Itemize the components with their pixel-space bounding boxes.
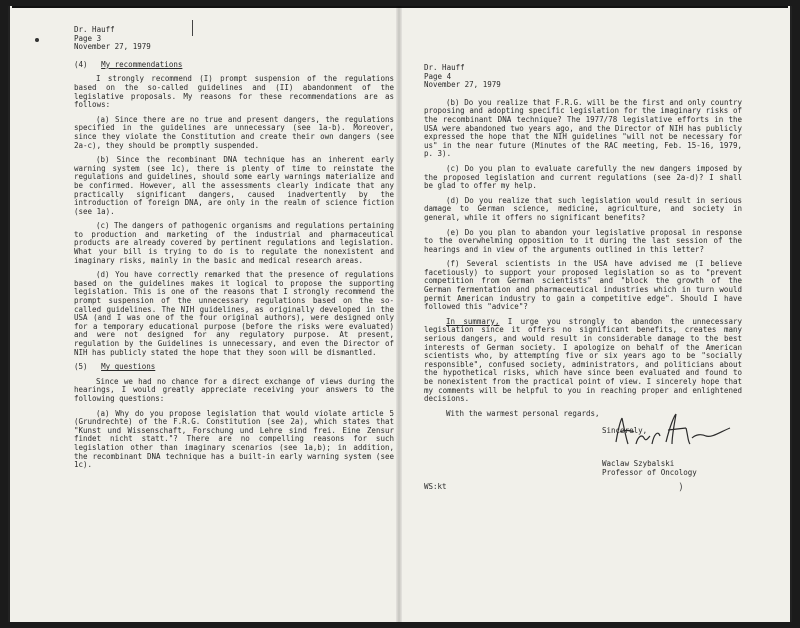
scan-border-right [790,6,792,622]
letter-date: November 27, 1979 [424,80,501,90]
section-4-number: (4) [74,59,88,69]
recommendation-a: (a) Since there are no true and present dangers, the regulations specified in the guidelines are unnecessary (see 1a-b). Moreover, since they violate the Constitution and create their own dangers (see 2a-c), they should be promptly suspended. [74,114,394,150]
sincerely: Sincerely, [602,426,648,436]
recipient: Dr. Hauff [424,63,465,72]
recommendation-d: (d) You have correctly remarked that the presence of regulations based on the guidelines makes it logical to propose the supporting legislation. This is one of the reasons that I strongly recommend the prompt suspension of the unnecessary regulations based on the so-called guidelines. The NIH guidelines, as originally developed in the USA (and I was one of the four original authors), were designed only for a temporary educational purpose (before the risks were evaluated) and were not designed for any regulatory purpose. At present, regulation by the Guidelines is unnecessary, and even the Director of NIH has publicly stated the hope that they soon will be dismantled. [74,270,394,357]
recommendations-intro: I strongly recommend (I) prompt suspension of the regulations based on the so-called guidelines and (II) abandonment of the legislative proposals. My reasons for these recommendations are as follows: [74,74,394,110]
summary-text: I urge you strongly to abandon the unnecessary legislation since it offers no significant benefits, creates many serious dangers, and would result in considerable damage to the best interests of German society. I apologize on behalf of the American scientists who, by attempting five or six years ago to be "socially responsible", confused society, administrators, and politicians about the hypothetical risks, which have since been evaluated and found to be nonexistent from the practical point of view. I sincerely hope that my comments will be helpful to you in reaching proper and enlightened decisions. [424,316,742,404]
letter-date: November 27, 1979 [74,42,151,52]
recipient: Dr. Hauff [74,25,115,34]
section-4-title: My recommendations [101,59,183,69]
summary-lead: In summary, [446,316,500,326]
page-4-header [424,64,742,90]
question-f: (f) Several scientists in the USA have advised me (I believe facetiously) to support your proposed legislation so as to "prevent competition from German scientists" and "block the growth of the German fermentation and pharmaceutical industries which in turn would permit American industry to gain a competitive edge". Should I have followed this "advice"? [424,259,742,312]
signer-name: Waclaw Szybalski [602,458,675,468]
section-5-heading [74,363,394,372]
summary-paragraph [424,318,742,404]
typist-initials: WS:kt [424,482,447,492]
recommendation-c: (c) The dangers of pathogenic organisms and regulations pertaining to production and marketing of the industrial and pharmaceutical products are already covered by pertinent regulations and legislation. What your bill is trying to do is to regulate the nonexistent and imaginary risks, mainly in the basic and medical research areas. [74,221,395,265]
page-3 [74,26,394,470]
questions-intro: Since we had no chance for a direct exchange of views during the hearings, I would greatly appreciate receiving your answers to the following questions: [74,376,394,403]
question-d: (d) Do you realize that such legislation would result in serious damage to German science, medicine, agriculture, and society in general, while it offers no significant benefits? [424,195,742,222]
pencil-mark: ) [678,482,685,493]
question-e: (e) Do you plan to abandon your legislative proposal in response to the overwhelming opposition to it during the last session of the hearings and in view of the arguments outlined in this letter? [424,227,742,254]
section-4-heading [74,61,394,70]
question-b: (b) Do you realize that F.R.G. will be the first and only country proposing and adopting specific legislation for the imaginary risks of the recombinant DNA technique? The 1977/78 legislative efforts in the USA were abandoned two years ago, and the Director of NIH has publicly expressed the hope that the NIH guidelines "will not be necessary for us" in the near future (Minutes of the RAC meeting, Feb. 15-16, 1979, p. 3). [424,97,742,159]
page-3-header [74,26,394,52]
page-number: Page 4 [424,71,452,81]
section-5-number: (5) [74,362,88,372]
recommendation-b: (b) Since the recombinant DNA technique has an inherent early warning system (see 1c), there is plenty of time to reinstate the regulations and guidelines, should some early warnings materialize and be confirmed. However, all the assessments clearly indicate that any practically significant dangers, caused inadvertently by the introduction of foreign DNA, are only in the realm of science fiction (see 1a). [74,155,394,216]
handwritten-signature [606,408,736,452]
question-c: (c) Do you plan to evaluate carefully the new dangers imposed by the proposed legislation and current regulations (see 2a-d)? I shall be glad to offer my help. [424,163,742,191]
punch-mark [35,38,39,42]
signer-title: Professor of Oncology [602,467,697,477]
scan-border-left [8,6,10,622]
question-a: (a) Why do you propose legislation that would violate article 5 (Grundrechte) of the F.R.G. Constitution (see 2a), which states that "Kunst und Wissenschaft, Forschung und Lehre sind frei. Eine Zensur findet nicht statt."? There are no compelling reasons for such legislation other than imaginary scenarios (see 1a,b); in addition, the recombinant DNA technique has a built-in early warning system (see 1c). [74,408,394,470]
section-5-title: My questions [101,362,156,372]
page-fold-shadow [396,6,402,622]
closing: With the warmest personal regards, [446,408,600,418]
page-number: Page 3 [74,33,102,43]
